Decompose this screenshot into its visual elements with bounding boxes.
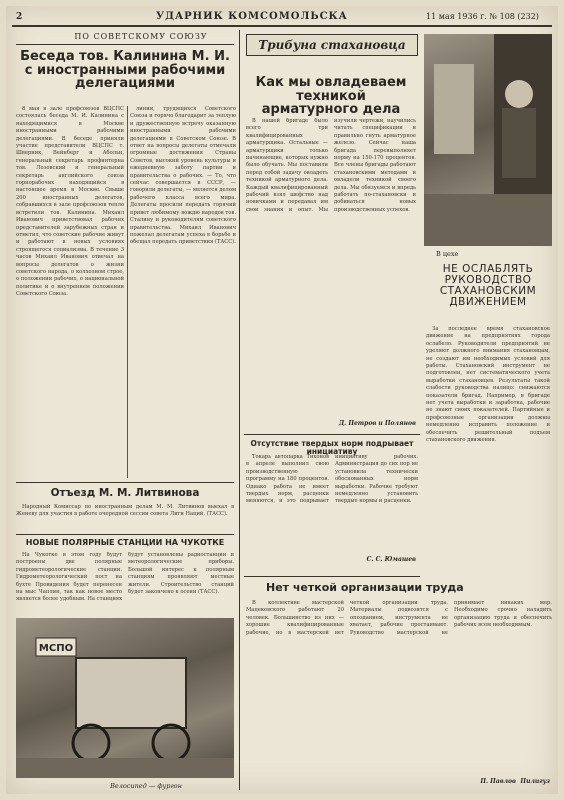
armature-signature: Д. Петров и Полянов (338, 420, 416, 427)
norms-body (246, 454, 418, 554)
workshop-photo-caption: В цехе (436, 250, 459, 258)
van-sign-text: МСПО (38, 643, 74, 654)
armature-body-text: В нашей бригаде было всего три квалифицированных арматурщика. Остальные — арматурщики только начинающие, которых нужно было обучать. Мы поставили перед собой задачу овладеть техникой арматурного дела. Каждый квалифицированный рабочий взял шефство над новичками и передавал им свои знания и опыт. Мы изучили чертежи, научились читать спецификации и правильно гнуть арматурное железо. Сейчас наша бригада перевыполняет норму на 150-170 процентов. Все члены бригады работают стахановскими методами и овладели техникой своего дела. Мы обязуемся и впредь работать по-стахановски и добиваться новых производственных успехов. (246, 118, 416, 213)
section-rule (244, 576, 420, 577)
workshop-illustration (424, 34, 552, 246)
kicker-rule (16, 44, 234, 45)
bicycle-van-illustration (16, 618, 234, 778)
page-number: 2 (16, 12, 23, 22)
polar-body (16, 552, 234, 614)
issue-date: 11 мая 1936 г. № 108 (232) (426, 12, 539, 21)
page-column-divider (239, 30, 240, 790)
litvinov-headline: Отъезд М. М. Литвинова (50, 487, 200, 499)
masthead-rule (12, 25, 552, 27)
tribune-banner (246, 34, 418, 56)
kalinin-body-col2 (130, 106, 236, 478)
armature-headline: Как мы овладеваем техникой арматурного дела (255, 75, 407, 118)
section-kicker: ПО СОВЕТСКОМУ СОЮЗУ (74, 32, 208, 41)
litvinov-body-text: Народный Комиссар по иностранным делам М. М. Литвинов выехал в Женеву для участия в работе очередной сессии совета Лиги Наций. (ТАСС). (16, 504, 234, 518)
labor-signature: П. Павлов (480, 778, 516, 785)
tribune-label: Трибуна стахановца (258, 38, 406, 52)
labor-body-text: В коллективе мастерской Мацекевского работают 20 человек. Большинство из них — хорошие квалифицированные рабочие, но в мастерской нет четкой организации труда. Материалы подвозятся с опозданием, инструмента не хватает, рабочие простаивают. Руководство мастерской не принимает никаких мер. Необходимо срочно наладить организацию труда и обеспечить рабочих всем необходимым. (246, 600, 552, 636)
kalinin-body-text-2: линии, трудящихся Советского Союза и горячо благодарит за теплую и дружественную встречу оказанную иностранными рабочими делегациями в Советском Союзе. В ответ на вопросы делегаты отмечали огромные достижения Страны Советов, высокий уровень культуры и ежедневную заботу партии и правительства о рабочих. — То, что сейчас совершается в СССР, — говорили делегаты, — является делом рабочего класса всего мира. Делегаты просили передать горячий привет любимому вождю народов тов. Сталину и руководителям советского правительства. Михаил Иванович пожелал делегатам успеха в борьбе и обещал передать приветствия (ТАСС). (130, 106, 236, 246)
stakhanov-signature: Пилигуз (520, 778, 550, 785)
litvinov-body (16, 504, 234, 532)
newspaper-title: УДАРНИК КОМСОМОЛЬСКА (156, 11, 348, 22)
stakhanov-headline: НЕ ОСЛАБЛЯТЬ РУКОВОДСТВО СТАХАНОВСКИМ ДВИЖЕНИЕМ (439, 263, 537, 309)
labor-headline: Нет четкой организации труда (266, 581, 464, 594)
column-divider (127, 106, 128, 478)
workshop-photo (424, 34, 552, 246)
stakhanov-body-text: За последнее время стахановское движение на предприятиях города ослабело. Руководители предприятий не уделяют должного внимания стахановцам, не создают им необходимых условий для работы. Стахановский инструмент не подготовлен, нет систематического учета выработки стахановцев. Результаты такой слабости руководства налицо: снижаются показатели бригад. Например, в бригаде нет учета выработки и заработка, рабочие не знают своих показателей. Партийные и профсоюзные организации должны немедленно исправить положение и обеспечить решительный подъем стахановского движения. (426, 326, 550, 444)
polar-body-text: На Чукотке в этом году будут построены две полярные гидрометеорологические станции. Гидрометеорологический пост на бухте Провидения будет перенесен на мыс Чаплин, так как новое место является более удобным. На станциях будут установлены радиостанции и метеорологические приборы. Большой интерес к полярным станциям проявляют местные жители. Строительство станций будет закончено к осени (ТАСС). (16, 552, 234, 603)
norms-headline: Отсутствие твердых норм подрывает инициативу (250, 439, 414, 456)
kalinin-body-col1 (16, 106, 124, 478)
bicycle-van-photo (16, 618, 234, 778)
armature-body (246, 118, 416, 418)
newspaper-page (6, 6, 558, 794)
stakhanov-body (426, 326, 550, 772)
kalinin-headline: Беседа тов. Калинина М. И. с иностранными рабочими делегациями (20, 49, 230, 92)
section-rule (16, 482, 234, 483)
section-rule (16, 534, 234, 535)
polar-headline: НОВЫЕ ПОЛЯРНЫЕ СТАНЦИИ НА ЧУКОТКЕ (25, 538, 225, 547)
bicycle-photo-caption: Велосипед — фургон (110, 782, 182, 790)
kalinin-body-text-1: 8 мая в зале профсоюзов ВЦСПС состоялась беседа М. И. Калинина с находящимися в Москве иностранными рабочими делегациями. В беседе приняли участие представители ВЦСПС т. Шверник, Вейнберг и Абольн, генеральный секретарь профинтерна тов. Лозовский и генеральный секретарь английского союза горнорабочих находящийся в настоящее время в Москве. Свыше 200 иностранных делегатов, собравшихся в зале профсоюзов тепло встретили тов. Калинина. Михаил Иванович приветствовал рабочих представителей зарубежных стран и отметил, что советские рабочие живут и работают в новых условиях строящегося социализма. В течение 3 часов Михаил Иванович отвечал на вопросы делегатов о жизни советского народа, о колхозном строе, о положении рабочих, о национальной политике и о внутреннем положении Советского Союза. (16, 106, 124, 298)
section-rule (244, 434, 420, 435)
norms-body-text: Токарь автопарка Тихонов в апреле выполнил свою производственную программу на 180 процентов. Однако работа не имеет твердых норм, расценки меняются, и это подрывает инициативу рабочих. Администрация до сих пор не установила технически обоснованных норм выработки. Рабочие требуют немедленно установить твердые нормы и расценки. (246, 454, 418, 505)
norms-signature: С. С. Юмашев (366, 556, 416, 563)
